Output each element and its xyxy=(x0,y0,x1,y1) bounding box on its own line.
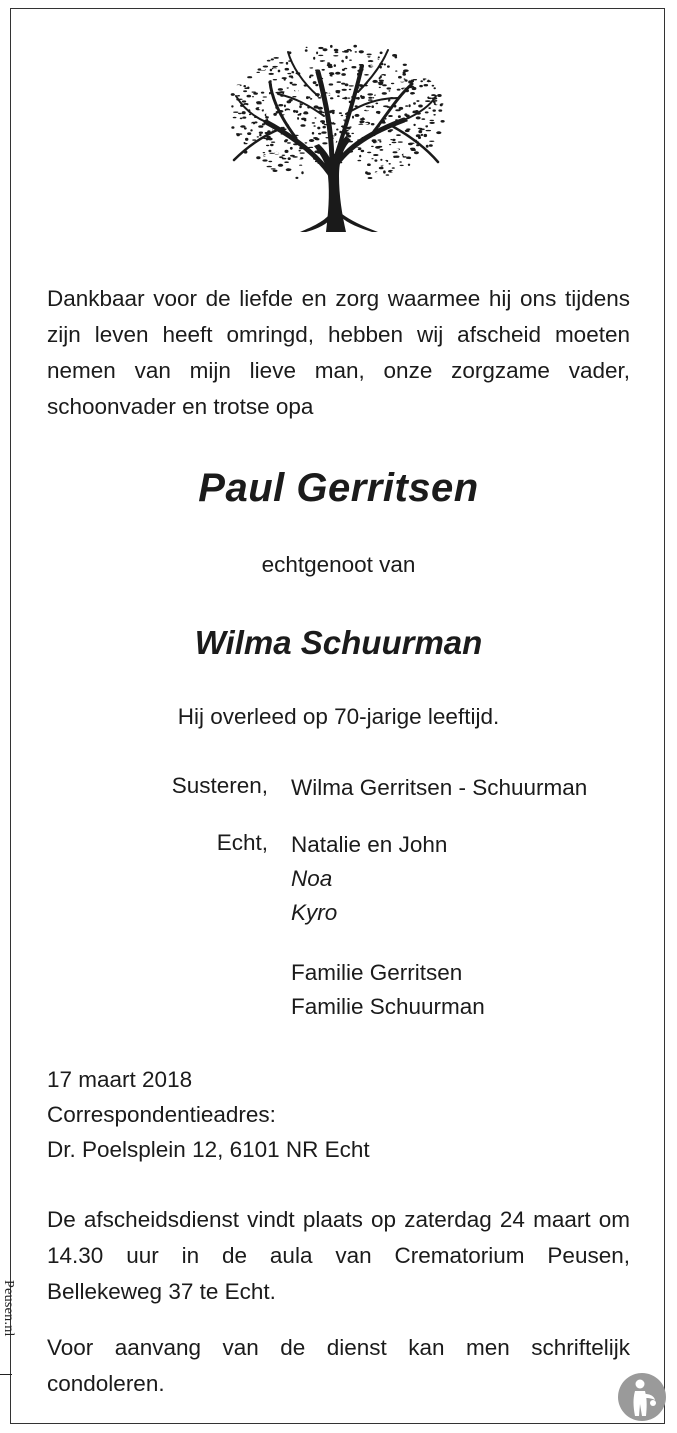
family-children-block xyxy=(291,828,447,930)
family-relatives-line: Familie Schuurman xyxy=(291,994,485,1019)
intro-text: Dankbaar voor de liefde en zorg waarmee hij ons tijdens zijn leven heeft omringd, hebben wij afscheid moeten nemen van mijn lieve man, onze zorgzame vader, schoonvader en trotse opa xyxy=(47,286,630,419)
family-member-grandchild: Noa xyxy=(291,866,333,891)
deceased-name: Paul Gerritsen xyxy=(198,466,479,510)
watermark-text: Peusen.nl xyxy=(1,1280,16,1337)
family-member-children: Natalie en John xyxy=(291,832,448,857)
family-place-echt: Echt, xyxy=(216,830,268,855)
correspondence-label: Correspondentieadres: xyxy=(47,1102,276,1127)
family-relatives-block xyxy=(291,956,485,1024)
date-text: 17 maart 2018 xyxy=(47,1067,193,1092)
family-place-susteren: Susteren, xyxy=(171,773,268,798)
age-text: Hij overleed op 70-jarige leeftijd. xyxy=(177,704,500,729)
condolence-text: Voor aanvang van de dienst kan men schriftelijk condoleren. xyxy=(47,1335,630,1396)
address-text: Dr. Poelsplein 12, 6101 NR Echt xyxy=(47,1137,370,1162)
family-member-spouse: Wilma Gerritsen - Schuurman xyxy=(291,775,588,800)
spouse-of-label: echtgenoot van xyxy=(261,552,416,577)
watermark-divider xyxy=(0,1374,12,1375)
funeral-home-logo-icon xyxy=(617,1372,667,1422)
service-text: De afscheidsdienst vindt plaats op zaterdag 24 maart om 14.30 uur in de aula van Crematorium Peusen, Bellekeweg 37 te Echt. xyxy=(47,1207,630,1304)
date-address-block xyxy=(47,1062,370,1167)
family-member-grandchild: Kyro xyxy=(291,900,338,925)
spouse-name: Wilma Schuurman xyxy=(194,624,483,661)
tree-icon xyxy=(222,36,450,232)
family-relatives-line: Familie Gerritsen xyxy=(291,960,463,985)
